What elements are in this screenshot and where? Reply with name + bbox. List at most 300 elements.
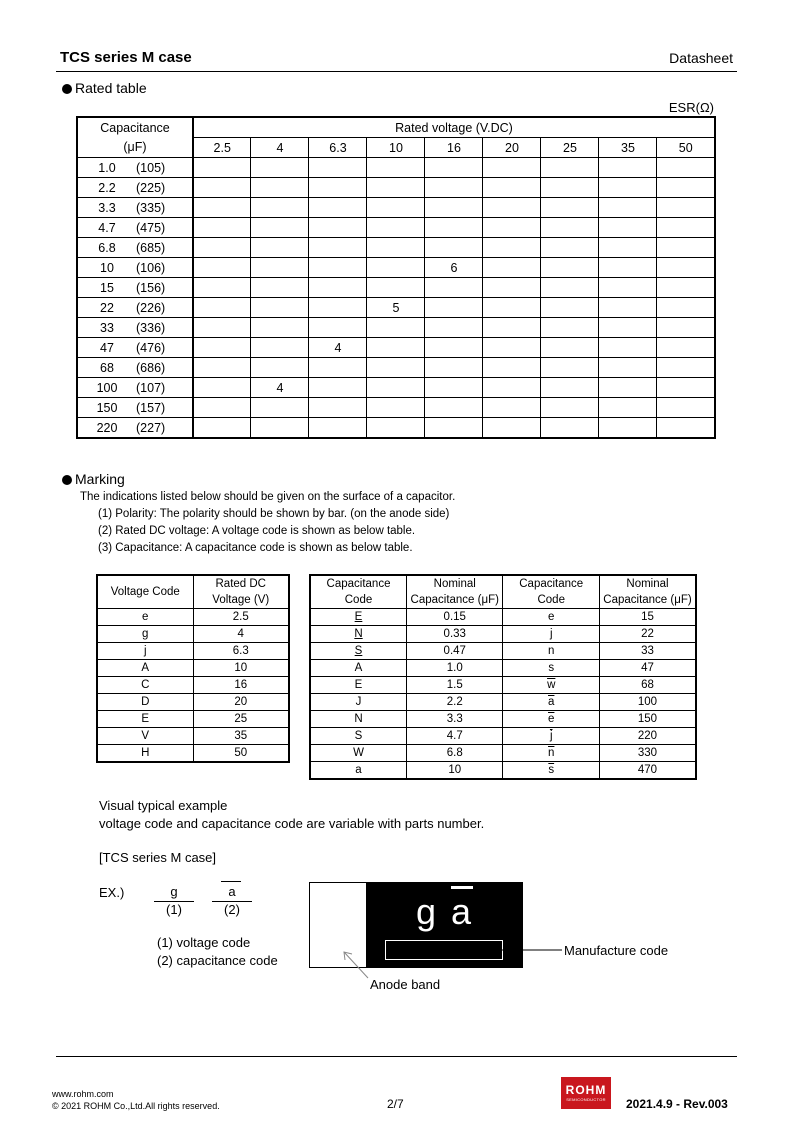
nominal-capacitance-cell	[407, 677, 503, 694]
esr-cell	[483, 358, 541, 378]
capacitance-value: 68	[100, 360, 114, 375]
nominal-capacitance-cell	[407, 728, 503, 745]
capacitance-code-cell-text: S	[354, 645, 363, 657]
esr-cell	[309, 398, 367, 418]
capacitance-code-cell	[503, 643, 599, 660]
table-row	[97, 626, 289, 643]
example-label: EX.)	[99, 885, 125, 900]
table-row	[77, 398, 715, 418]
esr-cell	[483, 338, 541, 358]
legend-voltage-code: (1) voltage code	[157, 935, 251, 950]
nominal-capacitance-cell	[599, 762, 696, 780]
esr-cell	[541, 318, 599, 338]
esr-cell	[541, 278, 599, 298]
esr-cell	[599, 238, 657, 258]
esr-cell	[309, 278, 367, 298]
nominal-capacitance-cell-text: 47	[641, 662, 654, 674]
nominal-capacitance-header: Nominal Capacitance (μF)	[599, 575, 696, 609]
nominal-capacitance-cell-text: 150	[637, 713, 658, 725]
capacitance-cell	[77, 318, 193, 338]
table-row	[97, 745, 289, 763]
rated-dc-voltage-header: Rated DC Voltage (V)	[193, 575, 289, 609]
capacitance-code: (107)	[136, 380, 166, 395]
nominal-capacitance-cell	[599, 728, 696, 745]
table-row	[77, 318, 715, 338]
esr-cell	[425, 178, 483, 198]
esr-cell	[657, 338, 715, 358]
table-row	[310, 762, 696, 780]
esr-cell	[193, 298, 251, 318]
esr-cell	[657, 418, 715, 439]
esr-cell	[367, 238, 425, 258]
nominal-capacitance-cell	[407, 745, 503, 762]
esr-cell	[367, 378, 425, 398]
esr-cell	[425, 278, 483, 298]
esr-cell	[599, 198, 657, 218]
esr-cell	[657, 238, 715, 258]
footer-url[interactable]: www.rohm.com	[52, 1089, 114, 1099]
voltage-code-cell: e	[97, 609, 193, 626]
capacitance-code-cell	[503, 728, 599, 745]
capacitance-code: (105)	[136, 160, 166, 175]
esr-unit-label: ESR(Ω)	[668, 100, 714, 115]
voltage-column-header: 2.5	[193, 138, 251, 158]
capacitance-code-table	[309, 574, 697, 780]
voltage-code-cell: A	[97, 660, 193, 677]
nominal-capacitance-cell-text: 0.15	[443, 611, 466, 623]
voltage-code-cell: D	[97, 694, 193, 711]
voltage-column-header: 6.3	[309, 138, 367, 158]
esr-cell	[599, 318, 657, 338]
table-row	[77, 158, 715, 178]
capacitance-code-cell-text: E	[354, 679, 363, 691]
esr-cell	[657, 258, 715, 278]
capacitance-cell	[77, 218, 193, 238]
nominal-capacitance-cell	[599, 626, 696, 643]
marking-title: Marking	[75, 471, 125, 487]
esr-cell	[541, 238, 599, 258]
capacitance-code: (157)	[136, 400, 166, 415]
rohm-logo: ROHM SEMICONDUCTOR	[561, 1077, 611, 1109]
nominal-capacitance-cell-text: 68	[641, 679, 654, 691]
nominal-capacitance-cell	[407, 643, 503, 660]
esr-cell	[657, 178, 715, 198]
esr-cell	[483, 198, 541, 218]
esr-cell	[367, 338, 425, 358]
esr-cell	[541, 338, 599, 358]
esr-cell	[483, 258, 541, 278]
visual-example-title: Visual typical example	[99, 798, 228, 813]
voltage-header: Rated voltage (V.DC)	[193, 117, 715, 138]
esr-cell	[657, 318, 715, 338]
capacitance-cell	[77, 238, 193, 258]
rated-voltage-cell: 20	[193, 694, 289, 711]
table-row	[310, 677, 696, 694]
nominal-capacitance-cell-text: 220	[637, 730, 658, 742]
esr-cell	[309, 218, 367, 238]
esr-cell	[309, 418, 367, 439]
capacitance-value: 10	[100, 260, 114, 275]
esr-cell	[599, 158, 657, 178]
table-row	[310, 694, 696, 711]
capacitance-code: (156)	[136, 280, 166, 295]
esr-cell: 4	[309, 338, 367, 358]
table-row	[77, 198, 715, 218]
capacitance-value: 22	[100, 300, 114, 315]
table-row	[310, 660, 696, 677]
document-type: Datasheet	[669, 50, 733, 66]
esr-cell	[367, 398, 425, 418]
rated-voltage-cell: 2.5	[193, 609, 289, 626]
esr-cell	[309, 238, 367, 258]
voltage-column-header: 25	[541, 138, 599, 158]
rated-voltage-cell: 6.3	[193, 643, 289, 660]
capacitance-header: Capacitance	[77, 117, 193, 138]
table-row	[77, 358, 715, 378]
esr-cell	[541, 298, 599, 318]
nominal-capacitance-cell-text: 4.7	[446, 730, 463, 742]
capacitance-code: (335)	[136, 200, 166, 215]
revision: 2021.4.9 - Rev.003	[626, 1097, 728, 1111]
nominal-capacitance-cell	[599, 711, 696, 728]
esr-cell	[425, 358, 483, 378]
capacitance-code-cell-text: E	[354, 611, 363, 623]
rated-voltage-cell: 50	[193, 745, 289, 763]
nominal-capacitance-cell	[599, 609, 696, 626]
capacitance-value: 1.0	[98, 160, 116, 175]
nominal-capacitance-cell	[599, 643, 696, 660]
capacitance-value: 47	[100, 340, 114, 355]
capacitance-code-cell	[503, 660, 599, 677]
esr-cell	[541, 218, 599, 238]
capacitance-code-header: Capacitance Code	[310, 575, 407, 609]
table-row	[77, 298, 715, 318]
esr-cell	[367, 218, 425, 238]
marking-item-2: (2) Rated DC voltage: A voltage code is shown as below table.	[98, 525, 416, 537]
esr-cell	[599, 378, 657, 398]
capacitance-code-cell-text: W	[353, 747, 364, 759]
nominal-capacitance-cell	[599, 677, 696, 694]
esr-cell	[599, 298, 657, 318]
nominal-capacitance-cell-text: 330	[637, 747, 658, 759]
esr-cell	[251, 158, 309, 178]
nominal-capacitance-cell-text: 33	[641, 645, 654, 657]
nominal-capacitance-cell-text: 100	[637, 696, 658, 708]
nominal-capacitance-header: Nominal Capacitance (μF)	[407, 575, 503, 609]
capacitance-code-cell-text: $\overline{w}$	[547, 679, 556, 691]
esr-cell	[599, 418, 657, 439]
esr-cell	[483, 418, 541, 439]
esr-cell	[193, 198, 251, 218]
capacitance-code-cell-text: $\overline{e}$	[548, 713, 555, 725]
footer-copyright: © 2021 ROHM Co.,Ltd.All rights reserved.	[52, 1101, 220, 1111]
nominal-capacitance-cell	[599, 660, 696, 677]
esr-cell	[251, 398, 309, 418]
marking-heading	[62, 471, 125, 487]
capacitance-code-cell	[310, 626, 407, 643]
example-capacitance-code-number: (2)	[224, 902, 240, 917]
nominal-capacitance-cell	[407, 711, 503, 728]
esr-cell	[367, 258, 425, 278]
esr-cell	[599, 338, 657, 358]
capacitance-code-cell-text: S	[354, 730, 363, 742]
esr-cell	[309, 158, 367, 178]
capacitance-code-cell-text: $\overline{j}$	[549, 730, 553, 742]
esr-cell	[367, 318, 425, 338]
esr-cell	[367, 278, 425, 298]
table-row	[310, 711, 696, 728]
table-row	[310, 609, 696, 626]
voltage-column-header: 50	[657, 138, 715, 158]
document-title: TCS series M case	[60, 49, 192, 66]
capacitance-code-cell-text: $\overline{n}$	[548, 747, 555, 759]
capacitance-code-cell	[503, 609, 599, 626]
nominal-capacitance-cell-text: 15	[641, 611, 654, 623]
table-row	[97, 677, 289, 694]
esr-cell	[367, 178, 425, 198]
esr-cell	[193, 418, 251, 439]
esr-cell	[193, 398, 251, 418]
nominal-capacitance-cell	[407, 626, 503, 643]
esr-cell	[251, 198, 309, 218]
visual-example-note: voltage code and capacitance code are variable with parts number.	[99, 816, 485, 831]
capacitance-unit-header: (μF)	[77, 138, 193, 158]
example-voltage-code: g	[154, 884, 194, 902]
esr-cell	[309, 378, 367, 398]
table-row	[77, 238, 715, 258]
capacitance-code: (227)	[136, 420, 166, 435]
capacitance-value: 6.8	[98, 240, 116, 255]
capacitance-code-cell-text: $\overline{a}$	[548, 696, 555, 708]
capacitance-value: 3.3	[98, 200, 116, 215]
capacitance-code-cell	[503, 694, 599, 711]
capacitance-code-cell	[310, 694, 407, 711]
esr-cell	[483, 318, 541, 338]
capacitance-code-cell	[310, 643, 407, 660]
table-row	[310, 643, 696, 660]
esr-cell	[425, 198, 483, 218]
esr-cell	[309, 298, 367, 318]
esr-cell	[483, 398, 541, 418]
table-row	[77, 338, 715, 358]
esr-cell	[483, 298, 541, 318]
esr-cell	[309, 258, 367, 278]
esr-cell	[251, 238, 309, 258]
capacitance-code-cell	[503, 626, 599, 643]
capacitance-cell	[77, 338, 193, 358]
rated-voltage-cell: 16	[193, 677, 289, 694]
capacitance-code: (226)	[136, 300, 166, 315]
capacitance-value: 33	[100, 320, 114, 335]
esr-cell	[541, 158, 599, 178]
esr-cell	[193, 358, 251, 378]
esr-cell	[425, 298, 483, 318]
nominal-capacitance-cell-text: 6.8	[446, 747, 463, 759]
esr-cell	[599, 358, 657, 378]
capacitance-cell	[77, 158, 193, 178]
esr-cell	[251, 338, 309, 358]
esr-cell	[599, 218, 657, 238]
esr-cell	[541, 198, 599, 218]
esr-cell	[483, 158, 541, 178]
esr-cell	[657, 198, 715, 218]
page-number: 2/7	[387, 1097, 404, 1111]
marking-intro: The indications listed below should be given on the surface of a capacitor.	[80, 491, 456, 503]
capacitance-cell	[77, 398, 193, 418]
esr-cell	[541, 398, 599, 418]
esr-cell	[193, 178, 251, 198]
nominal-capacitance-cell-text: 22	[641, 628, 654, 640]
capacitance-code-cell	[310, 609, 407, 626]
table-row	[97, 609, 289, 626]
nominal-capacitance-cell-text: 2.2	[446, 696, 463, 708]
capacitance-code: (475)	[136, 220, 166, 235]
capacitance-code-cell	[310, 745, 407, 762]
manufacture-code-label: Manufacture code	[564, 943, 669, 958]
capacitance-value: 100	[96, 380, 118, 395]
esr-cell	[657, 278, 715, 298]
esr-cell	[425, 238, 483, 258]
capacitance-code: (686)	[136, 360, 166, 375]
capacitance-value: 220	[96, 420, 118, 435]
esr-cell	[599, 398, 657, 418]
esr-cell	[309, 358, 367, 378]
voltage-column-header: 20	[483, 138, 541, 158]
nominal-capacitance-cell-text: 1.0	[446, 662, 463, 674]
capacitance-value: 4.7	[98, 220, 116, 235]
capacitance-code-cell-text: e	[548, 611, 555, 623]
rated-table	[76, 116, 716, 439]
table-row	[310, 728, 696, 745]
table-row	[77, 378, 715, 398]
table-row	[310, 745, 696, 762]
esr-cell	[251, 418, 309, 439]
esr-cell	[541, 418, 599, 439]
capacitance-code: (225)	[136, 180, 166, 195]
capacitance-code: (336)	[136, 320, 166, 335]
table-row	[77, 278, 715, 298]
table-row	[77, 178, 715, 198]
voltage-code-cell: E	[97, 711, 193, 728]
table-row	[77, 218, 715, 238]
capacitance-code-cell	[503, 762, 599, 780]
voltage-code-cell: H	[97, 745, 193, 763]
esr-cell: 5	[367, 298, 425, 318]
capacitance-code-cell	[503, 745, 599, 762]
anode-band-label: Anode band	[370, 977, 441, 992]
esr-cell	[193, 278, 251, 298]
esr-cell	[657, 218, 715, 238]
capacitance-cell	[77, 378, 193, 398]
table-row	[97, 728, 289, 745]
case-label: [TCS series M case]	[99, 850, 217, 865]
voltage-code-cell: V	[97, 728, 193, 745]
capacitance-code-cell-text: A	[354, 662, 363, 674]
footer-divider	[56, 1056, 737, 1057]
nominal-capacitance-cell	[599, 694, 696, 711]
example-overline-bar	[221, 881, 241, 882]
capacitance-code-cell	[503, 677, 599, 694]
esr-cell	[657, 158, 715, 178]
voltage-column-header: 4	[251, 138, 309, 158]
anode-band-leader	[344, 952, 368, 978]
capacitance-code-cell-text: n	[548, 645, 555, 657]
esr-cell	[425, 418, 483, 439]
esr-cell	[309, 178, 367, 198]
esr-cell	[657, 298, 715, 318]
capacitance-value: 2.2	[98, 180, 116, 195]
esr-cell	[483, 278, 541, 298]
capacitance-code-cell	[310, 711, 407, 728]
esr-cell	[425, 378, 483, 398]
marking-voltage-char: g	[416, 891, 437, 932]
esr-cell	[657, 398, 715, 418]
esr-cell	[425, 398, 483, 418]
esr-cell	[599, 258, 657, 278]
esr-cell	[193, 158, 251, 178]
esr-cell	[425, 338, 483, 358]
capacitance-value: 150	[96, 400, 118, 415]
capacitance-cell	[77, 298, 193, 318]
voltage-column-header: 16	[425, 138, 483, 158]
rated-table-title: Rated table	[75, 80, 147, 96]
table-row	[77, 258, 715, 278]
voltage-code-cell: g	[97, 626, 193, 643]
capacitance-code: (476)	[136, 340, 166, 355]
esr-cell	[309, 318, 367, 338]
esr-cell	[483, 218, 541, 238]
esr-cell	[367, 358, 425, 378]
esr-cell	[193, 238, 251, 258]
capacitance-cell	[77, 418, 193, 439]
esr-cell	[193, 218, 251, 238]
capacitance-cell	[77, 198, 193, 218]
esr-cell	[425, 318, 483, 338]
voltage-code-header: Voltage Code	[97, 575, 193, 609]
nominal-capacitance-cell-text: 0.33	[443, 628, 466, 640]
callout-lines	[300, 880, 580, 990]
esr-cell	[251, 318, 309, 338]
example-voltage-code-number: (1)	[166, 902, 182, 917]
nominal-capacitance-cell-text: 0.47	[443, 645, 466, 657]
esr-cell	[251, 258, 309, 278]
arrow-icon	[502, 946, 511, 954]
table-row	[97, 711, 289, 728]
esr-cell	[367, 198, 425, 218]
esr-cell	[483, 378, 541, 398]
nominal-capacitance-cell	[407, 762, 503, 780]
capacitance-value: 15	[100, 280, 114, 295]
nominal-capacitance-cell-text: 1.5	[446, 679, 463, 691]
esr-cell	[657, 378, 715, 398]
bullet-icon	[62, 84, 72, 94]
esr-cell	[367, 158, 425, 178]
esr-cell	[193, 258, 251, 278]
capacitance-code-cell-text: a	[355, 764, 362, 776]
esr-cell	[193, 378, 251, 398]
capacitance-code-cell-text: $\overline{s}$	[548, 764, 555, 776]
voltage-column-header: 35	[599, 138, 657, 158]
esr-cell	[541, 178, 599, 198]
esr-cell	[425, 218, 483, 238]
voltage-code-cell: C	[97, 677, 193, 694]
esr-cell	[425, 158, 483, 178]
legend-capacitance-code: (2) capacitance code	[157, 953, 278, 968]
esr-cell	[541, 258, 599, 278]
marking-item-3: (3) Capacitance: A capacitance code is shown as below table.	[98, 542, 413, 554]
capacitance-code-cell-text: J	[355, 696, 362, 708]
esr-cell	[251, 218, 309, 238]
